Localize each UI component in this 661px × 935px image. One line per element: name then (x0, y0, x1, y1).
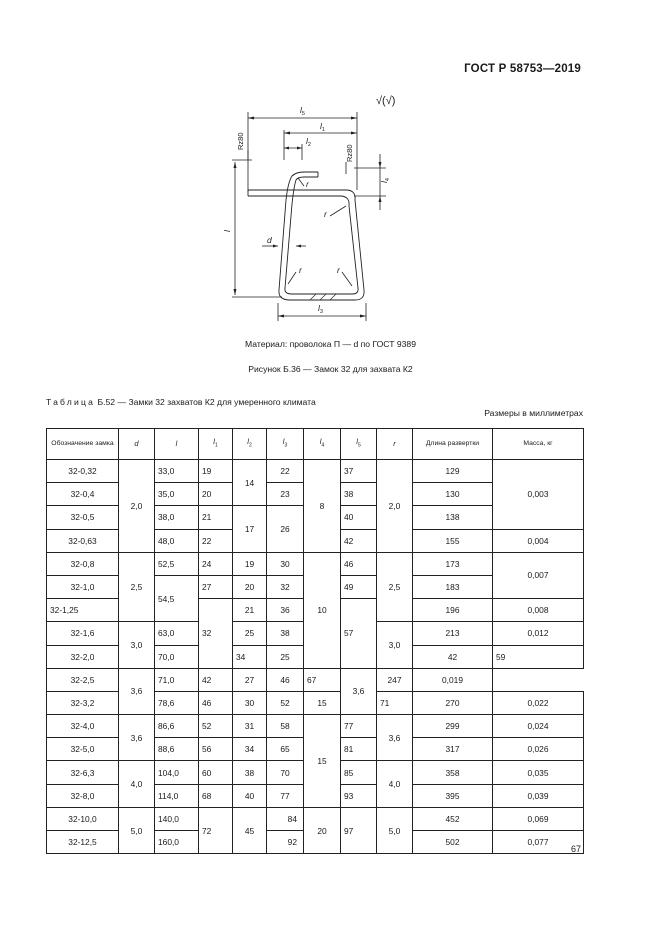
table-cell: 32 (267, 575, 304, 598)
table-cell: 81 (341, 738, 377, 761)
table-cell: 23 (267, 483, 304, 506)
table-cell: 3,0 (377, 622, 413, 668)
table-cell: 59 (493, 645, 584, 668)
table-cell: 395 (413, 784, 493, 807)
standard-number: ГОСТ Р 58753—2019 (464, 63, 581, 75)
table-cell: 38,0 (155, 506, 199, 529)
table-cell: 85 (341, 761, 377, 784)
table-caption-prefix: Таблица (46, 397, 96, 407)
dim-label-l: l (222, 230, 232, 232)
table-cell: 32-2,5 (47, 668, 119, 691)
table-cell: 57 (341, 599, 377, 669)
table-cell: 19 (233, 552, 267, 575)
surface-roughness-mark: √(√) (376, 95, 396, 107)
table-cell: 52 (267, 691, 304, 714)
table-cell: 0,077 (493, 831, 584, 854)
table-cell: 34 (233, 738, 267, 761)
table-cell: 84 (267, 807, 304, 830)
table-cell: 183 (413, 575, 493, 598)
table-cell: 0,004 (493, 529, 584, 552)
table-cell: 38 (233, 761, 267, 784)
table-cell: 0,007 (493, 552, 584, 598)
header-designation: Обозначение замка (47, 429, 119, 460)
table-cell: 40 (233, 784, 267, 807)
table-cell: 452 (413, 807, 493, 830)
header-r: r (377, 429, 413, 460)
table-cell: 21 (233, 599, 267, 622)
table-cell: 88,6 (155, 738, 199, 761)
table-cell: 52 (199, 715, 233, 738)
table-cell: 3,6 (377, 715, 413, 761)
table-cell: 97 (341, 807, 377, 853)
table-cell: 3,6 (119, 715, 155, 761)
table-cell: 299 (413, 715, 493, 738)
table-cell: 358 (413, 761, 493, 784)
table-cell: 31 (233, 715, 267, 738)
table-cell: 32-0,4 (47, 483, 119, 506)
table-caption (46, 397, 316, 407)
table-cell: 2,5 (377, 552, 413, 622)
table-cell: 78,6 (155, 691, 199, 714)
table-cell: 0,039 (493, 784, 584, 807)
table-cell: 502 (413, 831, 493, 854)
figure-caption: Рисунок Б.36 — Замок 32 для захвата К2 (248, 364, 413, 374)
header-l: l (155, 429, 199, 460)
table-cell: 20 (233, 575, 267, 598)
table-cell: 46 (199, 691, 233, 714)
table-cell: 34 (233, 645, 267, 668)
table-cell: 14 (233, 460, 267, 506)
table-cell: 38 (341, 483, 377, 506)
table-cell: 32 (199, 599, 233, 669)
diameter-label: d (267, 235, 272, 245)
header-length: Длина развертки (413, 429, 493, 460)
table-cell: 32-0,5 (47, 506, 119, 529)
table-cell: 0,024 (493, 715, 584, 738)
table-cell: 19 (199, 460, 233, 483)
radius-label: r (306, 179, 309, 189)
table-cell: 24 (199, 552, 233, 575)
table-cell: 42 (341, 529, 377, 552)
dim-label-l1: $l_1$ (320, 121, 325, 133)
table-cell: 15 (304, 715, 341, 808)
table-cell: 48,0 (155, 529, 199, 552)
table-cell: 32-0,8 (47, 552, 119, 575)
table-cell: 45 (233, 807, 267, 853)
table-cell: 22 (199, 529, 233, 552)
header-l1: $l_1$ (199, 429, 233, 460)
table-cell: 317 (413, 738, 493, 761)
table-cell: 32-5,0 (47, 738, 119, 761)
radius-label: r (337, 265, 340, 275)
table-cell: 63,0 (155, 622, 199, 645)
table-caption-text: Б.52 — Замки 32 захватов К2 для умеренного климата (97, 397, 316, 407)
table-cell: 0,019 (413, 668, 493, 691)
table-cell: 46 (341, 552, 377, 575)
table-cell: 46 (267, 668, 304, 691)
table-cell: 25 (267, 645, 304, 668)
table-cell: 4,0 (377, 761, 413, 807)
table-cell: 86,6 (155, 715, 199, 738)
table-cell: 0,069 (493, 807, 584, 830)
material-note: Материал: проволока П — d по ГОСТ 9389 (245, 339, 416, 349)
table-cell: 2,0 (377, 460, 413, 553)
table-cell: 21 (199, 506, 233, 529)
table-cell: 0,012 (493, 622, 584, 645)
table-cell: 5,0 (377, 807, 413, 853)
table-cell: 92 (267, 831, 304, 854)
table-cell: 32-4,0 (47, 715, 119, 738)
table-cell: 5,0 (119, 807, 155, 853)
table-cell: 25 (233, 622, 267, 645)
table-cell: 0,022 (493, 691, 584, 714)
table-cell: 40 (341, 506, 377, 529)
header-l3: $l_3$ (267, 429, 304, 460)
table-cell: 247 (377, 668, 413, 691)
table-cell: 140,0 (155, 807, 199, 830)
table-cell: 72 (199, 807, 233, 853)
table-header-row (47, 429, 584, 460)
table-cell: 32-8,0 (47, 784, 119, 807)
table-cell: 30 (267, 552, 304, 575)
table-cell: 0,026 (493, 738, 584, 761)
table-cell: 17 (233, 506, 267, 552)
table-cell: 77 (341, 715, 377, 738)
table-cell: 27 (199, 575, 233, 598)
dim-label-l4: $l_4$ (379, 178, 391, 183)
header-l5: $l_5$ (341, 429, 377, 460)
rz-label-left: Rz80 (236, 132, 245, 150)
table-cell: 70 (267, 761, 304, 784)
table-cell: 35,0 (155, 483, 199, 506)
table-cell: 33,0 (155, 460, 199, 483)
table-cell: 54,5 (155, 575, 199, 621)
table-cell: 0,035 (493, 761, 584, 784)
table-cell: 32-6,3 (47, 761, 119, 784)
table-cell: 2,5 (119, 552, 155, 622)
header-l2: $l_2$ (233, 429, 267, 460)
table-cell: 32-1,25 (47, 599, 119, 622)
table-cell: 0,003 (493, 460, 584, 530)
radius-label: r (299, 265, 302, 275)
table-cell: 32-12,5 (47, 831, 119, 854)
table-cell: 42 (199, 668, 233, 691)
table-cell: 65 (267, 738, 304, 761)
table-cell: 60 (199, 761, 233, 784)
table-cell: 32-3,2 (47, 691, 119, 714)
table-row (47, 668, 584, 691)
table-cell: 129 (413, 460, 493, 483)
table-cell: 58 (267, 715, 304, 738)
dim-label-l3: $l_3$ (318, 303, 323, 315)
table-cell: 42 (413, 645, 493, 668)
table-cell: 196 (413, 599, 493, 622)
table-cell: 32-2,0 (47, 645, 119, 668)
table-cell: 70,0 (155, 645, 199, 668)
table-cell: 71 (377, 691, 413, 714)
dim-label-l5: $l_5$ (300, 105, 305, 117)
table-cell: 37 (341, 460, 377, 483)
table-cell: 4,0 (119, 761, 155, 807)
table-row (47, 715, 584, 738)
table-cell: 27 (233, 668, 267, 691)
table-cell: 32-0,32 (47, 460, 119, 483)
table-cell: 3,0 (119, 622, 155, 668)
table-row (47, 807, 584, 830)
table-cell: 138 (413, 506, 493, 529)
table-cell: 104,0 (155, 761, 199, 784)
header-d: d (119, 429, 155, 460)
table-cell: 93 (341, 784, 377, 807)
table-cell: 2,0 (119, 460, 155, 553)
locks-table (46, 428, 584, 854)
radius-label: r (324, 209, 327, 219)
table-cell: 15 (304, 691, 341, 714)
table-cell: 30 (233, 691, 267, 714)
page-number: 67 (570, 844, 581, 854)
table-cell: 32-10,0 (47, 807, 119, 830)
table-cell: 130 (413, 483, 493, 506)
table-row (47, 552, 584, 575)
table-cell: 160,0 (155, 831, 199, 854)
table-cell: 67 (304, 668, 341, 691)
table-cell: 3,6 (119, 668, 155, 714)
table-cell: 213 (413, 622, 493, 645)
table-cell: 114,0 (155, 784, 199, 807)
table-cell: 49 (341, 575, 377, 598)
table-cell: 3,6 (341, 668, 377, 714)
table-cell: 20 (199, 483, 233, 506)
table-cell: 68 (199, 784, 233, 807)
table-cell: 32-1,6 (47, 622, 119, 645)
table-cell: 10 (304, 552, 341, 668)
lock-drawing (0, 0, 661, 335)
table-cell: 71,0 (155, 668, 199, 691)
table-cell: 77 (267, 784, 304, 807)
table-row (47, 460, 584, 483)
table-cell: 270 (413, 691, 493, 714)
table-cell: 32-0,63 (47, 529, 119, 552)
table-cell: 22 (267, 460, 304, 483)
dim-label-l2: $l_2$ (306, 136, 311, 148)
table-cell: 38 (267, 622, 304, 645)
units-note: Размеры в миллиметрах (484, 408, 583, 418)
table-cell: 8 (304, 460, 341, 553)
table-cell: 173 (413, 552, 493, 575)
table-cell: 36 (267, 599, 304, 622)
table-cell: 20 (304, 807, 341, 853)
table-cell: 32-1,0 (47, 575, 119, 598)
table-cell: 0,008 (493, 599, 584, 622)
table-cell: 56 (199, 738, 233, 761)
table-cell: 155 (413, 529, 493, 552)
table-cell: 52,5 (155, 552, 199, 575)
rz-label-right: Rz80 (345, 144, 354, 162)
header-mass: Масса, кг (493, 429, 584, 460)
table-cell: 26 (267, 506, 304, 552)
header-l4: $l_4$ (304, 429, 341, 460)
